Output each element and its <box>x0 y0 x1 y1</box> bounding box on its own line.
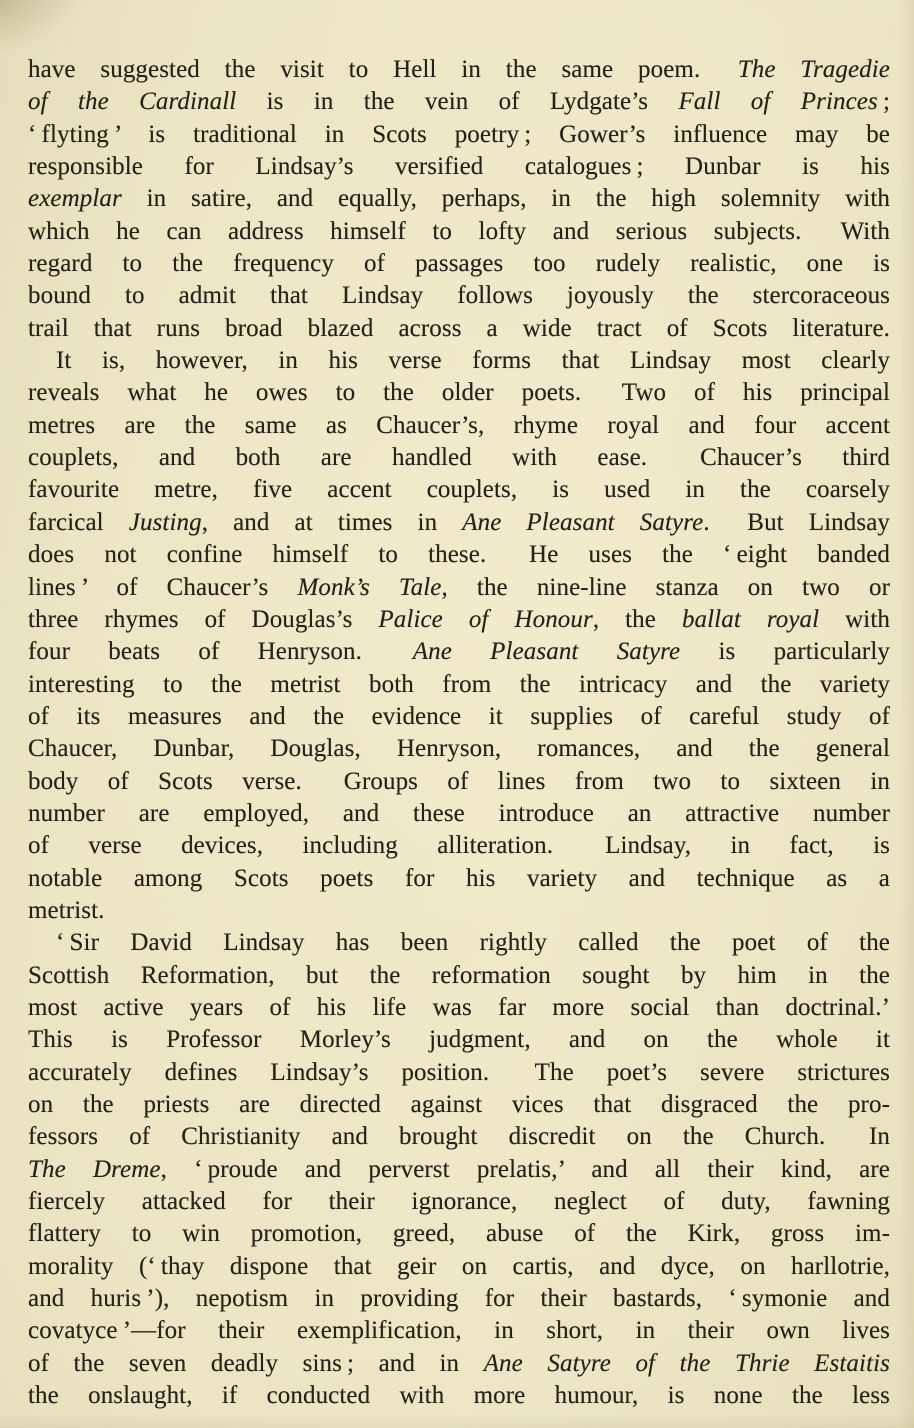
text-segment: interesting to the metrist both from the intricacy and the variety <box>28 670 890 698</box>
text-line <box>28 345 890 377</box>
text-segment: have suggested the visit to Hell in the same poem. <box>28 56 738 83</box>
italic-text-segment: The Tragedie <box>737 56 890 83</box>
italic-text-segment: of the Cardinall <box>28 88 237 116</box>
text-segment: , and at times in <box>201 508 463 536</box>
text-line <box>28 1121 890 1153</box>
text-segment: on the priests are directed against vices that disgraced the pro- <box>28 1091 890 1118</box>
italic-text-segment: Ane Satyre of the Thrie Estaitis <box>483 1349 890 1377</box>
text-segment: lines ’ of Chaucer’s <box>28 573 298 601</box>
text-segment: does not confine himself to these. He uses the ‘ eight banded <box>28 541 890 569</box>
text-segment: Chaucer, Dunbar, Douglas, Henryson, romances, and the general <box>28 735 890 763</box>
text-line <box>28 701 890 733</box>
text-line <box>28 1186 890 1218</box>
text-segment: body of Scots verse. Groups of lines from two to sixteen in <box>28 767 890 795</box>
text-line <box>28 539 890 571</box>
text-segment: , the <box>592 605 682 633</box>
text-line <box>28 1218 890 1250</box>
text-line <box>28 280 890 312</box>
text-line <box>28 572 890 604</box>
text-segment: three rhymes of Douglas’s <box>28 605 379 633</box>
text-line <box>28 183 890 215</box>
text-line <box>28 1315 890 1347</box>
text-segment: in satire, and equally, perhaps, in the high solemnity with <box>121 185 890 213</box>
page-corner-shadow <box>0 0 86 56</box>
text-segment: bound to admit that Lindsay follows joyously the stercoraceous <box>28 282 890 310</box>
text-segment: flattery to win promotion, greed, abuse of the Kirk, gross im- <box>28 1220 890 1248</box>
italic-text-segment: The Dreme <box>28 1155 161 1183</box>
text-line <box>28 927 890 959</box>
text-line <box>28 992 890 1024</box>
text-segment: fessors of Christianity and brought discredit on the Church. In <box>28 1123 890 1151</box>
text-line <box>28 798 890 830</box>
text-line <box>28 733 890 765</box>
text-line <box>28 442 890 474</box>
text-segment: metres are the same as Chaucer’s, rhyme royal and four accent <box>28 411 890 439</box>
text-line <box>28 248 890 280</box>
text-segment: trail that runs broad blazed across a wide tract of Scots literature. <box>28 314 890 342</box>
text-line <box>28 1089 890 1121</box>
italic-text-segment: Palice of Honour <box>378 605 593 633</box>
italic-text-segment: Monk’s Tale <box>297 573 442 601</box>
text-block <box>28 54 890 1412</box>
page-edge-shading-right <box>898 0 914 1428</box>
text-segment: regard to the frequency of passages too rudely realistic, one is <box>28 250 890 278</box>
text-line <box>28 119 890 151</box>
text-line <box>28 216 890 248</box>
text-segment: fiercely attacked for their ignorance, neglect of duty, fawning <box>28 1188 890 1216</box>
text-line <box>28 1154 890 1186</box>
text-segment: the onslaught, if conducted with more humour, is none the less <box>28 1382 890 1410</box>
text-segment: responsible for Lindsay’s versified catalogues ; Dunbar is his <box>28 153 890 181</box>
text-segment: and huris ’), nepotism in providing for their bastards, ‘ symonie and <box>28 1285 890 1313</box>
text-segment: ‘ flyting ’ is traditional in Scots poetry ; Gower’s influence may be <box>28 120 890 148</box>
italic-text-segment: Justing <box>128 508 202 536</box>
text-line <box>28 1251 890 1283</box>
italic-text-segment: Ane Pleasant Satyre <box>462 508 704 536</box>
text-segment: of the seven deadly sins ; and in <box>28 1349 484 1377</box>
text-line <box>28 1057 890 1089</box>
text-line <box>28 863 890 895</box>
text-line <box>28 86 890 118</box>
text-line <box>28 151 890 183</box>
text-line <box>28 895 890 927</box>
text-segment: is in the vein of Lydgate’s <box>236 88 679 116</box>
text-line <box>28 313 890 345</box>
text-segment: reveals what he owes to the older poets. Two of his principal <box>28 379 890 407</box>
text-segment: farcical <box>28 508 129 536</box>
italic-text-segment: Fall of Princes <box>678 88 878 116</box>
text-segment: couplets, and both are handled with ease. Chaucer’s third <box>28 444 890 472</box>
text-segment: Scottish Reformation, but the reformation sought by him in the <box>28 961 890 989</box>
text-line <box>28 766 890 798</box>
page-edge-shading-bottom <box>0 1414 914 1428</box>
text-line <box>28 1348 890 1380</box>
text-line <box>28 1024 890 1056</box>
text-segment: , the nine-line stanza on two or <box>441 573 890 601</box>
text-segment: ; <box>877 88 890 116</box>
italic-text-segment: exemplar <box>28 185 122 213</box>
text-line <box>28 669 890 701</box>
text-segment: covatyce ’—for their exemplification, in short, in their own lives <box>28 1317 890 1345</box>
text-segment: It is, however, in his verse forms that Lindsay most clearly <box>56 347 890 375</box>
text-segment: , ‘ proude and perverst prelatis,’ and all their kind, are <box>160 1155 890 1183</box>
text-segment: of its measures and the evidence it supplies of careful study of <box>28 702 890 730</box>
text-segment: number are employed, and these introduce an attractive number <box>28 799 890 827</box>
text-segment: morality (‘ thay dispone that geir on cartis, and dyce, on harllotrie, <box>28 1252 890 1280</box>
text-line <box>28 1380 890 1412</box>
text-line <box>28 604 890 636</box>
text-line <box>28 1283 890 1315</box>
text-segment: metrist. <box>28 896 105 924</box>
text-segment: . But Lindsay <box>703 508 890 536</box>
text-segment: four beats of Henryson. <box>28 638 413 666</box>
text-segment: notable among Scots poets for his variety and technique as a <box>28 864 890 892</box>
text-segment: accurately defines Lindsay’s position. The poet’s severe strictures <box>28 1058 890 1086</box>
text-segment: most active years of his life was far more social than doctrinal.’ <box>28 993 890 1021</box>
text-line <box>28 960 890 992</box>
text-line <box>28 507 890 539</box>
text-segment: which he can address himself to lofty and serious subjects. With <box>28 217 890 245</box>
text-segment: This is Professor Morley’s judgment, and on the whole it <box>28 1026 890 1054</box>
text-segment: is particularly <box>680 638 890 666</box>
text-line <box>28 636 890 668</box>
text-segment: favourite metre, five accent couplets, is used in the coarsely <box>28 476 890 504</box>
text-line <box>28 54 890 86</box>
text-line <box>28 377 890 409</box>
text-line <box>28 474 890 506</box>
text-segment: with <box>819 605 890 633</box>
text-line <box>28 830 890 862</box>
text-segment: of verse devices, including alliteration. Lindsay, in fact, is <box>28 832 890 860</box>
italic-text-segment: Ane Pleasant Satyre <box>412 638 681 666</box>
text-segment: ‘ Sir David Lindsay has been rightly called the poet of the <box>56 929 890 957</box>
text-line <box>28 410 890 442</box>
italic-text-segment: ballat royal <box>681 605 820 633</box>
